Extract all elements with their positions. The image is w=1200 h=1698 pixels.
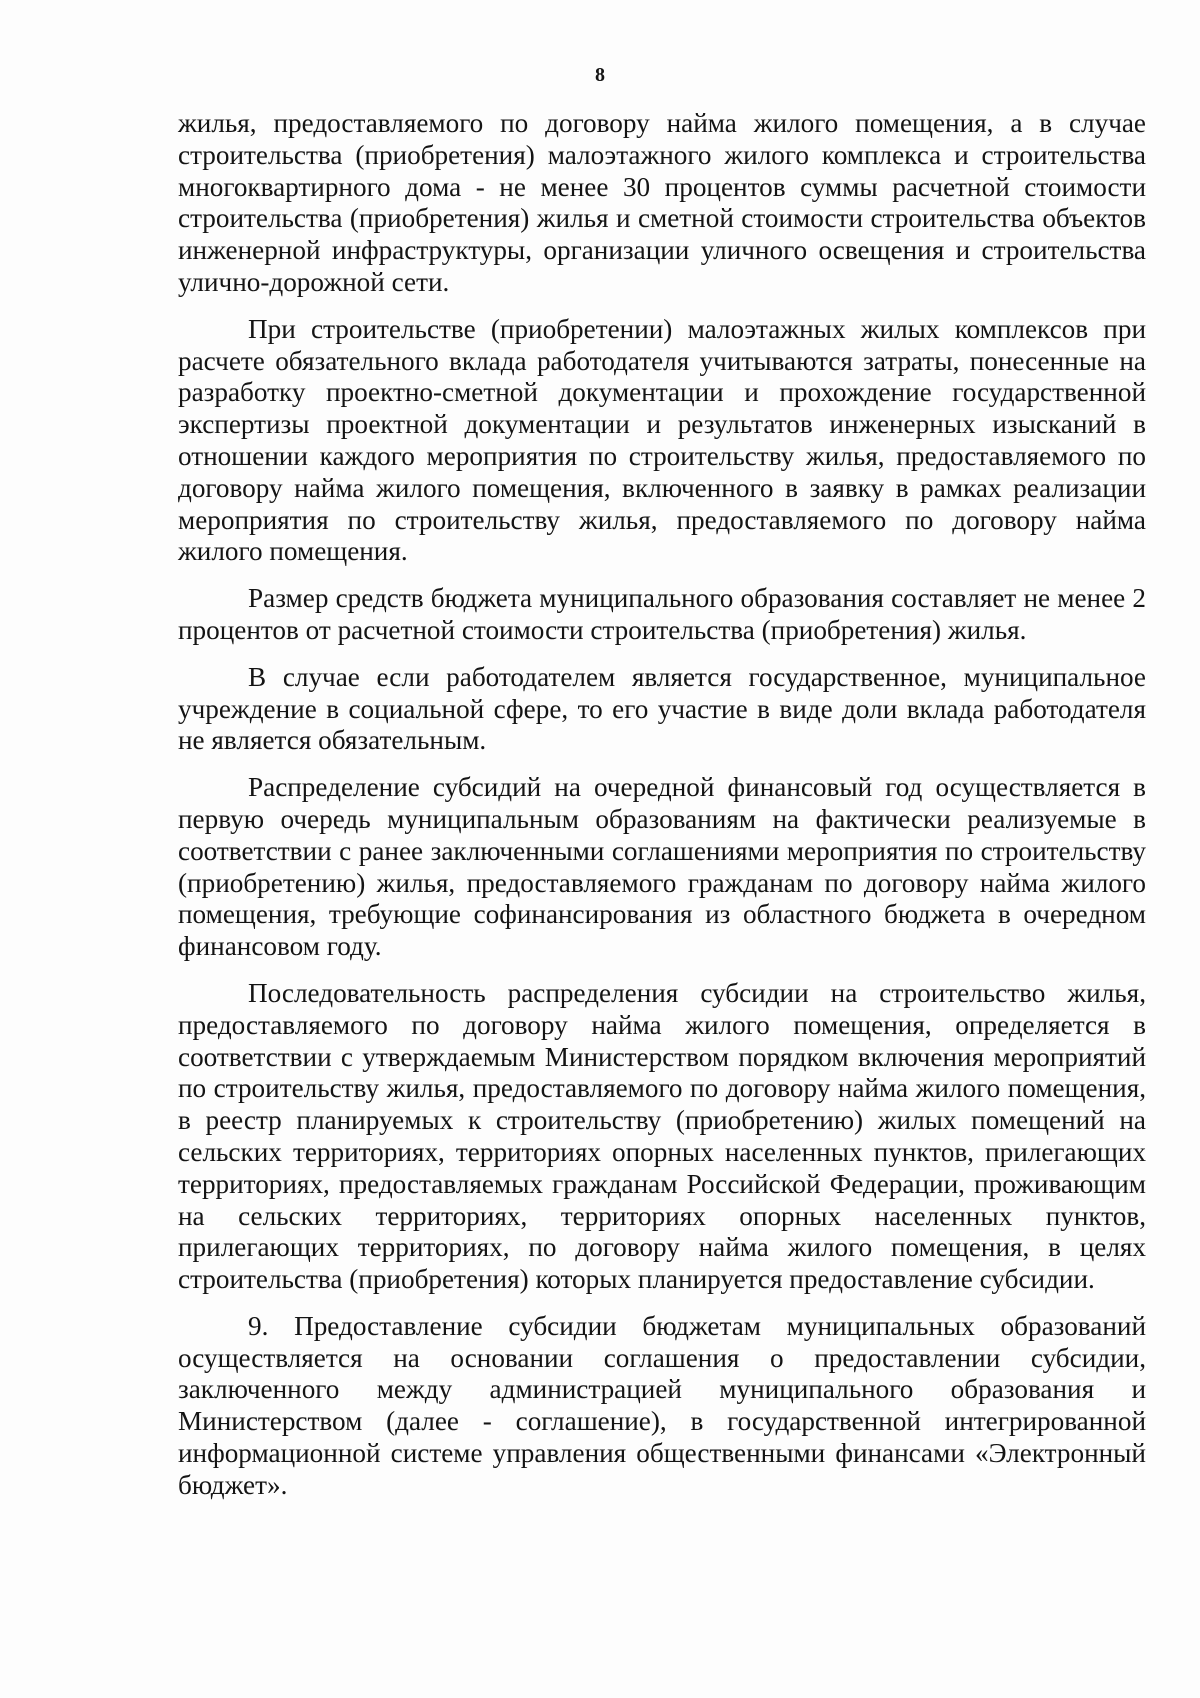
paragraph-continuation: жилья, предоставляемого по договору найма жилого помещения, а в случае строительства (приобретения) малоэтажного жилого комплекса и строительства многоквартирного дома - не менее 30 процентов суммы расчетной стоимости строительства (приобретения) жилья и сметной стоимости строительства объектов инженерной инфраструктуры, организации уличного освещения и строительства улично-дорожной сети. [178,108,1146,297]
paragraph-subsidy-distribution: Распределение субсидий на очередной финансовый год осуществляется в первую очередь муниципальным образованиям на фактически реализуемые в соответствии с ранее заключенными соглашениями мероприятия по строительству (приобретению) жилья, предоставляемого гражданам по договору найма жилого помещения, требующие софинансирования из областного бюджета в очередном финансовом году. [178,772,1146,962]
paragraph-state-institution-employer: В случае если работодателем является государственное, муниципальное учреждение в социальной сфере, то его участие в виде доли вклада работодателя не является обязательным. [178,661,1146,756]
paragraph-municipal-budget-share: Размер средств бюджета муниципального образования составляет не менее 2 процентов от расчетной стоимости строительства (приобретения) жилья. [178,583,1146,645]
paragraph-distribution-sequence: Последовательность распределения субсидии на строительство жилья, предоставляемого по договору найма жилого помещения, определяется в соответствии с утверждаемым Министерством порядком включения мероприятий по строительству жилья, предоставляемого по договору найма жилого помещения, в реестр планируемых к строительству (приобретению) жилых помещений на сельских территориях, территориях опорных населенных пунктов, прилегающих территориях, предоставляемых гражданам Российской Федерации, проживающим на сельских территориях, территориях опорных населенных пунктов, прилегающих территориях, по договору найма жилого помещения, в целях строительства (приобретения) которых планируется предоставление субсидии. [178,977,1146,1295]
page-number: 8 [595,64,605,86]
paragraph-employer-contribution-costs: При строительстве (приобретении) малоэтажных жилых комплексов при расчете обязательного вклада работодателя учитываются затраты, понесенные на разработку проектно-сметной документации и прохождение государственной экспертизы проектной документации и результатов инженерных изысканий в отношении каждого мероприятия по строительству жилья, предоставляемого по договору найма жилого помещения, включенного в заявку в рамках реализации мероприятия по строительству жилья, предоставляемого по договору найма жилого помещения. [178,313,1146,567]
document-body [178,108,1146,1517]
paragraph-item-9-subsidy-agreement: 9. Предоставление субсидии бюджетам муниципальных образований осуществляется на основании соглашения о предоставлении субсидии, заключенного между администрацией муниципального образования и Министерством (далее - соглашение), в государственной интегрированной информационной системе управления общественными финансами «Электронный бюджет». [178,1310,1146,1500]
